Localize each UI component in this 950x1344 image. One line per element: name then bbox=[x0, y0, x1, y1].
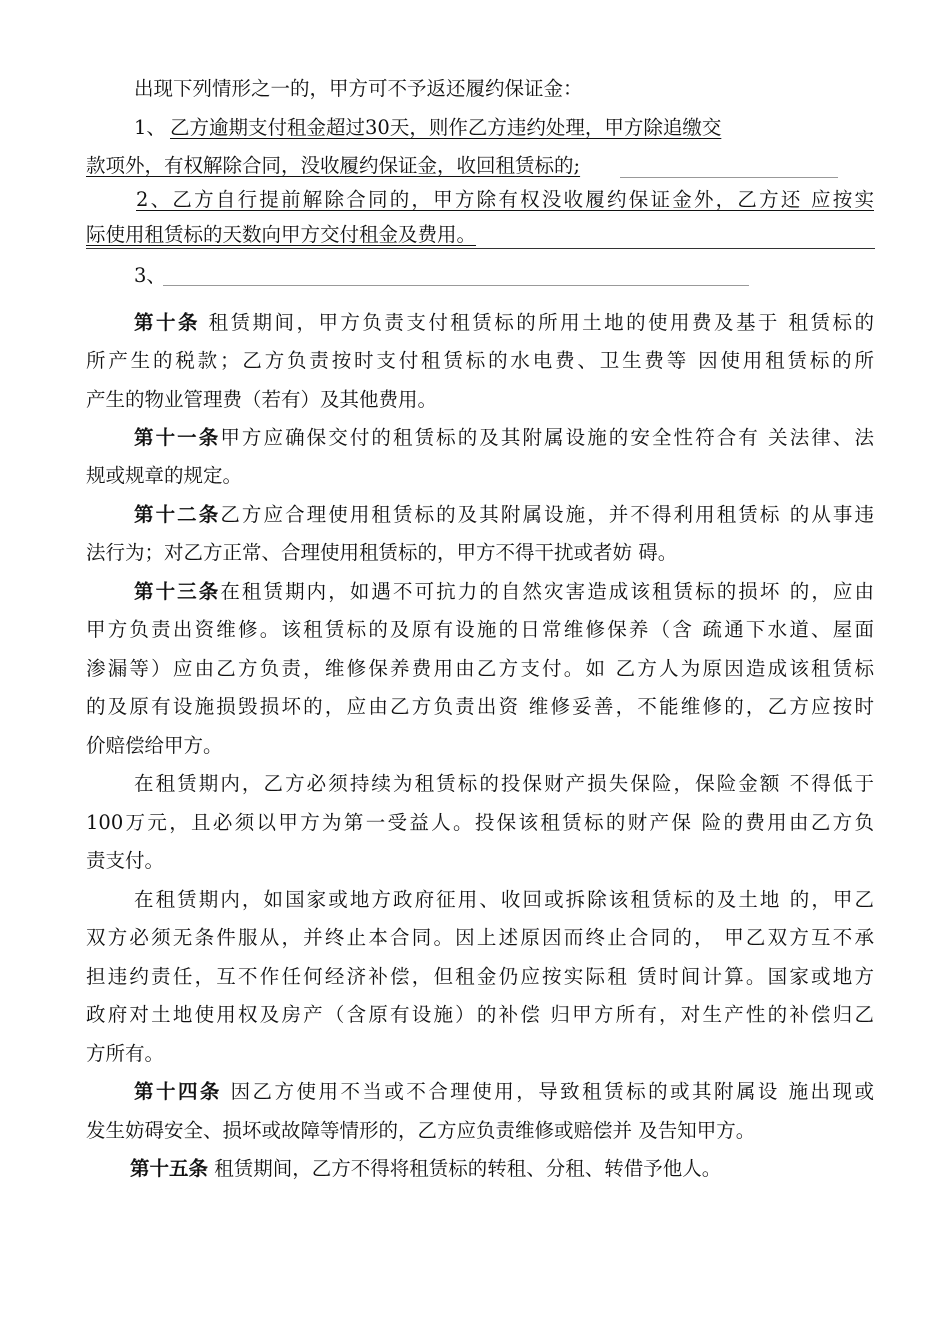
article-13-line-4: 的及原有设施损毁损坏的，应由乙方负责出资 维修妥善，不能维修的，乙方应按时 bbox=[86, 695, 874, 718]
item-2-line-2: 际使用租赁标的天数向甲方交付租金及费用。 bbox=[86, 223, 477, 246]
article-14-line-2: 发生妨碍安全、损坏或故障等情形的，乙方应负责维修或赔偿并 及告知甲方。 bbox=[86, 1119, 756, 1142]
item-1-line-1: 乙方逾期支付租金超过30天，则作乙方违约处理，甲方除追缴交 bbox=[170, 116, 722, 139]
article-14-title: 第十四条 bbox=[134, 1080, 222, 1103]
intro-text: 出现下列情形之一的，甲方可不予返还履约保证金： bbox=[134, 77, 583, 100]
insurance-para-line-2: 100万元，且必须以甲方为第一受益人。投保该租赁标的财产保 险的费用由乙方负 bbox=[86, 811, 874, 834]
insurance-para-line-1: 在租赁期内，乙方必须持续为租赁标的投保财产损失保险，保险金额 不得低于 bbox=[134, 772, 874, 795]
article-15-title: 第十五条 bbox=[130, 1157, 209, 1180]
item-1-number: 1、 bbox=[134, 116, 166, 139]
article-10-title: 第十条 bbox=[134, 311, 200, 334]
article-14-text-1: 因乙方使用不当或不合理使用，导致租赁标的或其附属设 施出现或 bbox=[230, 1080, 874, 1103]
article-10-line-2: 所产生的税款；乙方负责按时支付租赁标的水电费、卫生费等 因使用租赁标的所 bbox=[86, 349, 874, 372]
article-15-line-1 bbox=[130, 1157, 721, 1181]
requisition-para-line-3: 担违约责任，互不作任何经济补偿，但租金仍应按实际租 赁时间计算。国家或地方 bbox=[86, 965, 874, 988]
item-3-blank-line bbox=[163, 285, 749, 286]
article-15-text-1: 租赁期间，乙方不得将租赁标的转租、分租、转借予他人。 bbox=[214, 1157, 722, 1180]
item-1-underline-tail bbox=[620, 177, 838, 178]
item-2-line-1: 2、乙方自行提前解除合同的，甲方除有权没收履约保证金外，乙方还 应按实 bbox=[136, 188, 874, 211]
article-13-line-2: 甲方负责出资维修。该租赁标的及原有设施的日常维修保养（含 疏通下水道、屋面 bbox=[86, 618, 874, 641]
requisition-para-line-2: 双方必须无条件服从，并终止本合同。因上述原因而终止合同的， 甲乙双方互不承 bbox=[86, 926, 874, 949]
requisition-para-line-4: 政府对土地使用权及房产（含原有设施）的补偿 归甲方所有，对生产性的补偿归乙 bbox=[86, 1003, 874, 1026]
article-13-line-3: 渗漏等）应由乙方负责，维修保养费用由乙方支付。如 乙方人为原因造成该租赁标 bbox=[86, 657, 874, 680]
requisition-para-line-1: 在租赁期内，如国家或地方政府征用、收回或拆除该租赁标的及土地 的，甲乙 bbox=[134, 888, 874, 911]
article-11-line-2: 规或规章的规定。 bbox=[86, 464, 243, 487]
article-14-line-1 bbox=[134, 1080, 874, 1104]
article-13-line-5: 价赔偿给甲方。 bbox=[86, 734, 223, 757]
requisition-para-line-5: 方所有。 bbox=[86, 1042, 165, 1065]
article-10-text-1: 租赁期间，甲方负责支付租赁标的所用土地的使用费及基于 租赁标的 bbox=[208, 311, 874, 334]
item-2-underline-rule bbox=[86, 248, 875, 249]
article-12-line-1 bbox=[134, 503, 874, 527]
article-11-title: 第十一条 bbox=[134, 426, 221, 449]
article-10-line-3: 产生的物业管理费（若有）及其他费用。 bbox=[86, 388, 438, 411]
article-13-text-1: 在租赁期内，如遇不可抗力的自然灾害造成该租赁标的损坏 的，应由 bbox=[220, 580, 874, 603]
article-12-line-2: 法行为；对乙方正常、合理使用租赁标的，甲方不得干扰或者妨 碍。 bbox=[86, 541, 678, 564]
article-13-title: 第十三条 bbox=[134, 580, 221, 603]
article-11-text-1: 甲方应确保交付的租赁标的及其附属设施的安全性符合有 关法律、法 bbox=[220, 426, 874, 449]
article-12-title: 第十二条 bbox=[134, 503, 221, 526]
item-3-number: 3、 bbox=[134, 264, 166, 287]
article-10-line-1 bbox=[134, 311, 874, 335]
insurance-para-line-3: 责支付。 bbox=[86, 849, 165, 872]
item-1-line-2: 款项外，有权解除合同，没收履约保证金，收回租赁标的; bbox=[86, 154, 581, 177]
article-13-line-1 bbox=[134, 580, 874, 604]
article-11-line-1 bbox=[134, 426, 874, 450]
article-12-text-1: 乙方应合理使用租赁标的及其附属设施，并不得利用租赁标 的从事违 bbox=[220, 503, 874, 526]
